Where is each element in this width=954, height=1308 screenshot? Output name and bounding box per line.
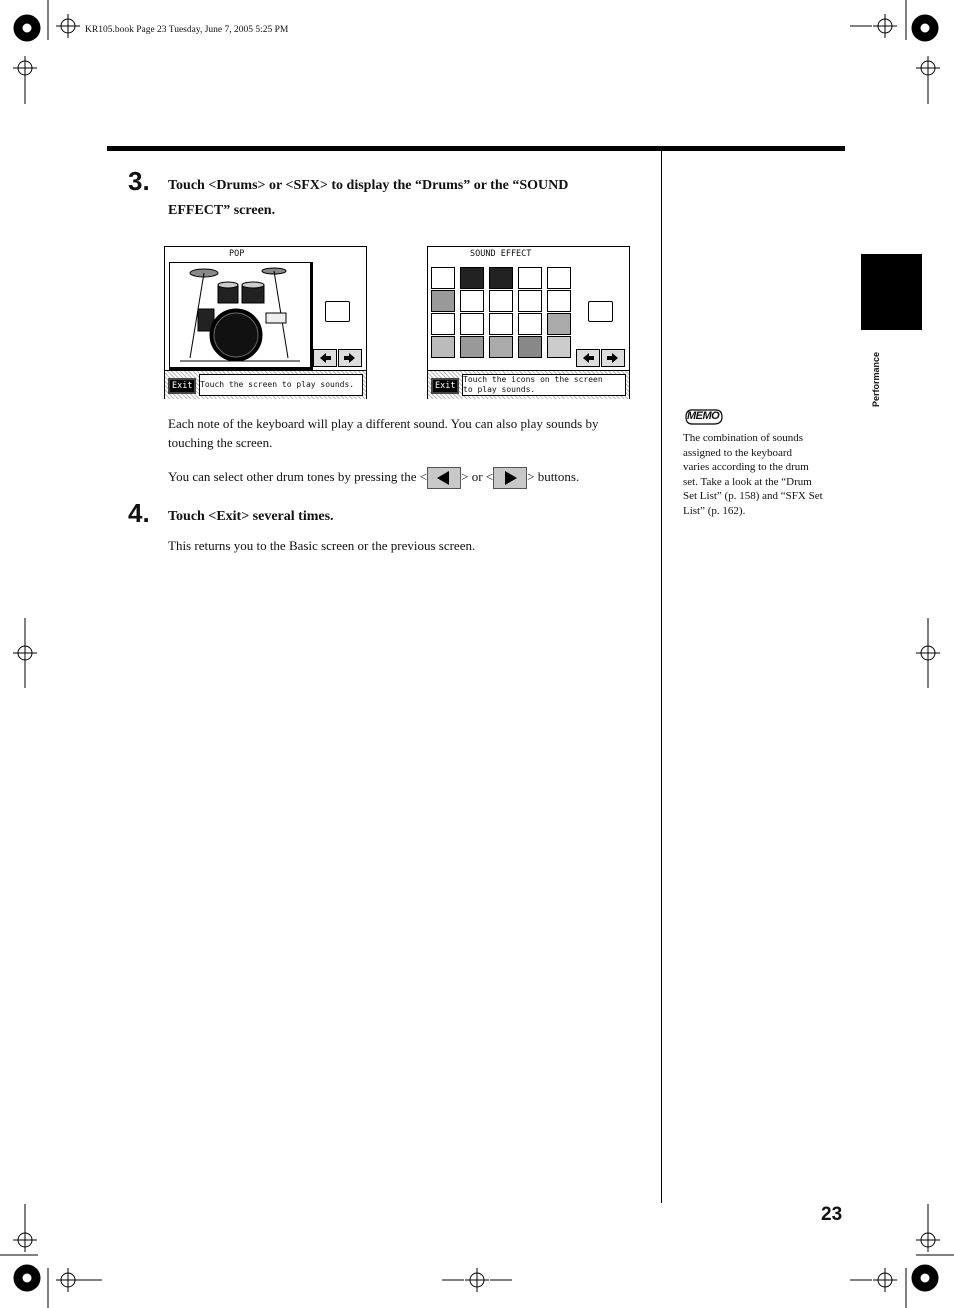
sfx-icon[interactable] (431, 267, 455, 289)
sfx-status-bar (428, 370, 629, 399)
drum-kit-area[interactable] (169, 262, 313, 370)
sfx-icon[interactable] (489, 336, 513, 358)
exit-button[interactable]: Exit (431, 378, 459, 394)
paragraph-3: This returns you to the Basic screen or the previous screen. (168, 538, 476, 553)
drums-status-bar (165, 370, 366, 399)
sfx-icon[interactable] (460, 313, 484, 335)
paragraph-2: You can select other drum tones by pressing the < > or < > buttons. (168, 464, 579, 490)
sfx-set-indicator (588, 301, 613, 322)
step-3-number: 3. (128, 166, 150, 196)
sfx-icon[interactable] (460, 336, 484, 358)
right-arrow-button-icon (493, 467, 527, 489)
print-header-info: KR105.book Page 23 Tuesday, June 7, 2005 5:25 PM (85, 25, 289, 35)
drums-screen (164, 246, 367, 399)
sfx-icon[interactable] (547, 290, 571, 312)
drum-kit-icon (170, 263, 310, 367)
memo-text: The combination of sounds assigned to the keyboard varies according to the drum set. Take a look at the “Drum Set List” (p. 158) and “SFX Set List” (p. 162). (683, 432, 823, 517)
sfx-icon[interactable] (518, 313, 542, 335)
step-4-text: Touch <Exit> several times. (168, 509, 334, 524)
sfx-icon[interactable] (518, 336, 542, 358)
sfx-icon[interactable] (489, 313, 513, 335)
sfx-icon[interactable] (460, 290, 484, 312)
sfx-icon[interactable] (547, 313, 571, 335)
sfx-screen (427, 246, 630, 399)
prev-button[interactable] (576, 349, 600, 367)
section-tab (861, 254, 922, 330)
left-arrow-button-icon (427, 467, 461, 489)
paragraph-1: Each note of the keyboard will play a different sound. You can also play sounds by touching the screen. (168, 416, 599, 450)
drums-message: Touch the screen to play sounds. (199, 374, 363, 396)
sfx-screen-title: SOUND EFFECT (470, 249, 532, 259)
sfx-icon[interactable] (518, 290, 542, 312)
sfx-icon[interactable] (547, 336, 571, 358)
sfx-icon[interactable] (431, 290, 455, 312)
drums-screen-title: POP (229, 249, 245, 259)
step-3-text: Touch <Drums> or <SFX> to display the “Drums” or the “SOUND EFFECT” screen. (168, 178, 569, 218)
sfx-icon[interactable] (489, 290, 513, 312)
sfx-icon[interactable] (460, 267, 484, 289)
section-label: Performance (871, 351, 881, 407)
step-4-number: 4. (128, 498, 150, 528)
top-rule (107, 146, 845, 151)
exit-button[interactable]: Exit (168, 378, 196, 394)
sfx-icon[interactable] (547, 267, 571, 289)
sfx-message: Touch the icons on the screen to play sounds. (462, 374, 626, 396)
next-button[interactable] (338, 349, 362, 367)
sfx-icon[interactable] (518, 267, 542, 289)
column-divider (661, 151, 662, 1203)
drum-set-indicator (325, 301, 350, 322)
sfx-icon[interactable] (431, 336, 455, 358)
page-number: 23 (821, 1204, 843, 1225)
sfx-icon-grid (431, 267, 575, 359)
prev-button[interactable] (313, 349, 337, 367)
memo-icon: MEMO (684, 407, 724, 427)
sfx-icon[interactable] (489, 267, 513, 289)
sfx-icon[interactable] (431, 313, 455, 335)
next-button[interactable] (601, 349, 625, 367)
